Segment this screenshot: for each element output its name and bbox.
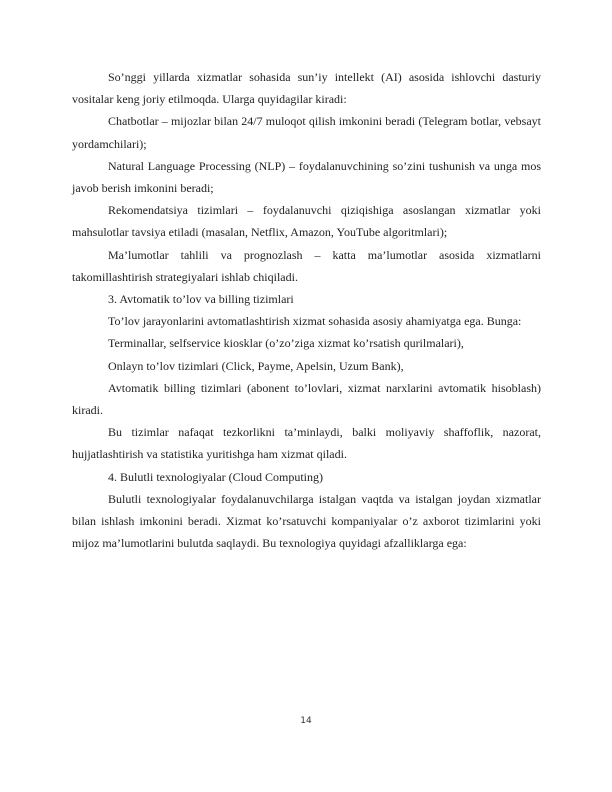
paragraph-cloud-technologies: Bulutli texnologiyalar foydalanuvchilarga istalgan vaqtda va istalgan joydan xizmatlar bilan ishlash imkonini beradi. Xizmat ko’rsatuvchi kompaniyalar o’z axborot tizimlarini yoki mijoz ma’lumotlarini bulutda saqlaydi. Bu texnologiya quyidagi afzalliklarga ega:: [72, 491, 541, 551]
paragraph-payment-automation: To’lov jarayonlarini avtomatlashtirish xizmat sohasida asosiy ahamiyatga ega. Bunga:: [108, 314, 522, 329]
paragraph-benefits: Bu tizimlar nafaqat tezkorlikni ta’minlaydi, balki moliyaviy shaffoflik, nazorat, hujjatlashtirish va statistika yuritishga ham xizmat qiladi.: [72, 425, 541, 462]
paragraph-billing-systems: Avtomatik billing tizimlari (abonent to’lovlari, xizmat narxlarini avtomatik hisoblash) kiradi.: [72, 380, 541, 418]
paragraph-ai-tools-intro: So’nggi yillarda xizmatlar sohasida sun’iy intellekt (AI) asosida ishlovchi dasturiy vositalar keng joriy etilmoqda. Ularga quyidagilar kiradi:: [72, 70, 541, 107]
paragraph-online-payments: Onlayn to’lov tizimlari (Click, Payme, Apelsin, Uzum Bank),: [108, 358, 404, 373]
document-page: [72, 66, 541, 554]
paragraph-data-analysis: Ma’lumotlar tahlili va prognozlash – katta ma’lumotlar asosida xizmatlarni takomillashtirish strategiyalari ishlab chiqiladi.: [72, 247, 541, 284]
page-number: 14: [300, 716, 312, 726]
section-heading-cloud-computing: 4. Bulutli texnologiyalar (Cloud Computing): [108, 469, 323, 484]
paragraph-nlp: Natural Language Processing (NLP) – foydalanuvchining so’zini tushunish va unga mos javob berish imkonini beradi;: [72, 158, 541, 196]
paragraph-recommendation-systems: Rekomendatsiya tizimlari – foydalanuvchi qiziqishiga asoslangan xizmatlar yoki mahsulotlar tavsiya etiladi (masalan, Netflix, Amazon, YouTube algoritmlari);: [72, 203, 541, 240]
paragraph-chatbots: Chatbotlar – mijozlar bilan 24/7 muloqot qilish imkonini beradi (Telegram botlar, vebsayt yordamchilari);: [72, 114, 541, 151]
paragraph-terminals: Terminallar, selfservice kiosklar (o’zo’ziga xizmat ko’rsatish qurilmalari),: [108, 336, 464, 351]
section-heading-payment-billing: 3. Avtomatik to’lov va billing tizimlari: [108, 292, 294, 307]
